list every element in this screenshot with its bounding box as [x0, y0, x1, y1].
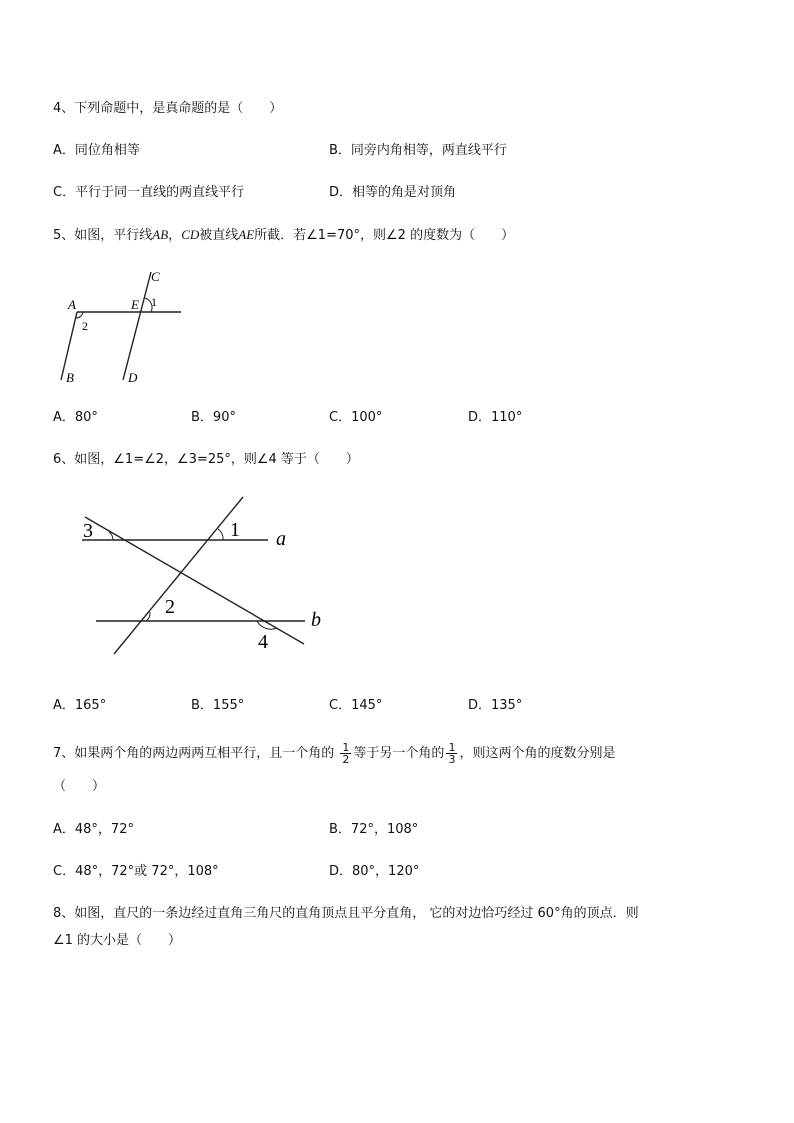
q7-option-c: C．48°，72°或 72°，108°	[53, 864, 219, 879]
q7-option-d: D．80°，120°	[329, 864, 420, 879]
q7-fraction-half	[340, 742, 351, 765]
q5-stem-part2: 被直线	[199, 228, 239, 243]
q6-label-a: a	[276, 528, 286, 550]
q6-option-b: B．155°	[191, 698, 245, 713]
q5-cd-label: CD	[181, 227, 200, 242]
q5-stem	[53, 225, 514, 246]
q5-stem-part3: 所截．若∠1=70°，则∠2 的度数为（ ）	[254, 228, 515, 243]
q5-figure	[55, 268, 205, 388]
q8-stem-line1: 8、如图，直尺的一条边经过直角三角尺的直角顶点且平分直角， 它的对边恰巧经过 60°角的顶点．则	[53, 906, 639, 921]
q5-ab-label: AB	[152, 227, 169, 242]
q5-label-d: D	[128, 370, 138, 385]
q6-angle1-arc	[218, 529, 223, 540]
q5-label-2: 2	[82, 319, 88, 333]
q6-label-4: 4	[258, 631, 268, 653]
q6-figure	[75, 492, 335, 662]
q7-option-b: B．72°，108°	[329, 822, 419, 837]
q7-stem-part3: ，则这两个角的度数分别是	[459, 746, 616, 761]
q6-label-b: b	[311, 609, 321, 631]
q5-ae-label: AE	[238, 227, 255, 242]
q6-option-a: A．165°	[53, 698, 107, 713]
q5-label-b: B	[66, 370, 74, 385]
q7-stem-part1: 7、如果两个角的两边两两互相平行，且一个角的	[53, 746, 335, 761]
q7-stem-part2: 等于另一个角的	[353, 746, 445, 761]
q6-label-3: 3	[83, 520, 93, 542]
q4-option-a: A．同位角相等	[53, 143, 140, 158]
q4-stem: 4、下列命题中，是真命题的是（ ）	[53, 101, 283, 116]
q7-fraction-third	[446, 742, 457, 765]
q6-transversal-1	[114, 497, 243, 654]
q7-stem	[53, 740, 615, 768]
q4-option-c: C．平行于同一直线的两直线平行	[53, 185, 245, 200]
q5-label-a: A	[68, 297, 76, 312]
q7-option-a: A．48°，72°	[53, 822, 134, 837]
q5-line-cd	[123, 272, 151, 380]
q7-stem-line2: （ ）	[53, 779, 106, 794]
q6-transversal-2	[85, 517, 304, 644]
q5-stem-part1: 5、如图，平行线	[53, 228, 153, 243]
q7-frac2-num: 1	[448, 741, 456, 754]
q5-comma: ，	[168, 228, 182, 243]
q6-option-c: C．145°	[329, 698, 383, 713]
q5-option-d: D．110°	[468, 410, 523, 425]
q7-frac1-den: 2	[342, 753, 350, 766]
q6-label-2: 2	[165, 596, 175, 618]
q5-label-e: E	[131, 297, 139, 312]
q4-option-b: B．同旁内角相等，两直线平行	[329, 143, 507, 158]
q7-frac1-num: 1	[342, 741, 350, 754]
q4-option-d: D．相等的角是对顶角	[329, 185, 457, 200]
q5-option-b: B．90°	[191, 410, 236, 425]
q6-label-1: 1	[230, 519, 240, 541]
q5-label-c: C	[151, 269, 160, 284]
q5-label-1: 1	[151, 295, 157, 309]
q5-option-c: C．100°	[329, 410, 383, 425]
q8-stem-line2: ∠1 的大小是（ ）	[53, 933, 182, 948]
q7-frac2-den: 3	[448, 753, 456, 766]
q6-option-d: D．135°	[468, 698, 523, 713]
q6-stem: 6、如图，∠1=∠2，∠3=25°，则∠4 等于（ ）	[53, 452, 359, 467]
q5-option-a: A．80°	[53, 410, 98, 425]
